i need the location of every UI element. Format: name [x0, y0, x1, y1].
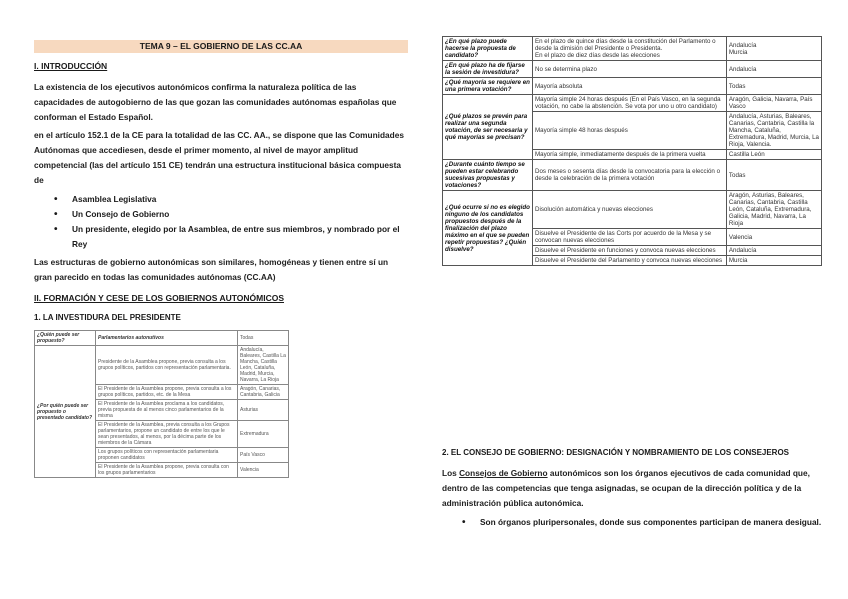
- table-row: [443, 95, 822, 112]
- list-item: • Asamblea Legislativa: [34, 192, 408, 207]
- regions-cell: Asturias: [238, 400, 289, 421]
- regions-cell: Aragón, Asturias, Baleares, Canarias, Cantabria, Castilla León, Cataluña, Extremadura, Galicia, Madrid, Navarra, La Rioja: [726, 191, 821, 229]
- investiture-table: [34, 330, 289, 478]
- table-cell: El Presidente de la Asamblea, previa consulta a los Grupos parlamentarios, propone un candidato de entre los que le sean presentados, al menos, por la décima parte de los miembros de la Cámara: [96, 421, 238, 448]
- table-row: [443, 160, 822, 191]
- paragraph-intro: La existencia de los ejecutivos autonómicos confirma la naturaleza política de las capacidades de autogobierno de las que gozan las comunidades autónomas españolas que conforman el Estado Español.: [34, 82, 397, 122]
- regions-cell: Andalucía, Baleares, Castilla La Mancha, Castilla León, Cataluña, Madrid, Murcia, Navarra, La Rioja: [238, 346, 289, 385]
- question-cell: ¿Por quién puede ser propuesto o presentado candidato?: [35, 346, 96, 478]
- question-cell: ¿Qué plazos se prevén para realizar una segunda votación, de ser necesaria y qué mayorías se precisan?: [443, 95, 533, 160]
- subsection-heading-investidura: 1. LA INVESTIDURA DEL PRESIDENTE: [34, 313, 181, 322]
- table-row: [35, 346, 289, 385]
- table-cell: Disuelve el Presidente del Parlamento y convoca nuevas elecciones: [532, 256, 726, 266]
- regions-cell: Todas: [726, 160, 821, 191]
- regions-cell: Extremadura: [238, 421, 289, 448]
- table-row: [443, 78, 822, 95]
- table-cell: Mayoría simple 24 horas después (En el País Vasco, en la segunda votación, no cabe la abstención. Se vota por uno u otro candidato): [532, 95, 726, 112]
- regions-cell: Andalucía: [726, 246, 821, 256]
- list-item: • Un presidente, elegido por la Asamblea, de entre sus miembros, y nombrado por el Rey: [34, 222, 408, 252]
- regions-cell: Todas: [238, 331, 289, 346]
- regions-cell: País Vasco: [238, 448, 289, 463]
- table-cell: Mayoría simple 48 horas después: [532, 112, 726, 150]
- table-cell: En el plazo de quince días desde la constitución del Parlamento o desde la dimisión del Presidente o Presidenta. En el plazo de diez días desde las elecciones: [532, 37, 726, 61]
- regions-cell: Castilla León: [726, 150, 821, 160]
- table-cell: Disuelve el Presidente en funciones y convoca nuevas elecciones: [532, 246, 726, 256]
- table-row: [443, 61, 822, 78]
- regions-cell: Andalucía, Asturias, Baleares, Canarias, Cantabria, Castilla la Mancha, Cataluña, Extremadura, Madrid, Murcia, La Rioja, Valencia.: [726, 112, 821, 150]
- consejo-list: [442, 515, 822, 530]
- list-item: • Son órganos pluripersonales, donde sus componentes participan de manera desigual.: [442, 515, 822, 530]
- table-cell: El Presidente de la Asamblea propone, previa consulta a los grupos políticos, partidos, etc. de la Mesa: [96, 385, 238, 400]
- regions-cell: Murcia: [726, 256, 821, 266]
- table-cell: Disolución automática y nuevas elecciones: [532, 191, 726, 229]
- table-cell: Mayoría absoluta: [532, 78, 726, 95]
- text-span: autonómicos son los órganos ejecutivos de cada comunidad que, dentro de las competencias que tenga asignadas, se ocupan de la dirección política y de la administración pública autonómica.: [442, 468, 810, 508]
- text-span: Los: [442, 468, 460, 478]
- investiture-procedure-table: [442, 36, 822, 266]
- table-cell: Mayoría simple, inmediatamente después de la primera vuelta: [532, 150, 726, 160]
- consejos-de-gobierno-term: Consejos de Gobierno: [459, 468, 548, 478]
- section-heading-introduccion: I. INTRODUCCIÓN: [34, 61, 108, 71]
- paragraph-art152: en el artículo 152.1 de la CE para la totalidad de las CC. AA., se dispone que las Comunidades Autónomas que accediesen, desde el primer momento, al nivel de mayor amplitud competencial (las del artículo 151 CE) tendrán una estructura institucional básica compuesta de: [34, 130, 404, 185]
- question-cell: ¿Qué ocurre si no es elegido ninguno de los candidatos propuestos después de la finalización del plazo máximo en el que se pueden repetir propuestas? ¿Quién disuelve?: [443, 191, 533, 266]
- paragraph-structures: Las estructuras de gobierno autonómicas son similares, homogéneas y tienen entre sí un gran parecido en todas las comunidades autónomas (CC.AA): [34, 257, 389, 282]
- question-cell: ¿Qué mayoría se requiere en una primera votación?: [443, 78, 533, 95]
- section-heading-formacion: II. FORMACIÓN Y CESE DE LOS GOBIERNOS AUTONÓMICOS: [34, 293, 284, 303]
- regions-cell: Aragón, Canarias, Cantabria, Galicia: [238, 385, 289, 400]
- document-title: TEMA 9 – EL GOBIERNO DE LAS CC.AA: [34, 40, 408, 53]
- paragraph-consejos: [442, 466, 822, 511]
- table-row: [443, 191, 822, 229]
- list-item: • Un Consejo de Gobierno: [34, 207, 408, 222]
- regions-cell: Valencia: [726, 229, 821, 246]
- table-cell: Dos meses o sesenta días desde la convocatoria para la elección o desde la celebración de la primera votación: [532, 160, 726, 191]
- regions-cell: Aragón, Galicia, Navarra, País Vasco: [726, 95, 821, 112]
- header-cell: Parlamentarios autonutivos: [96, 331, 238, 346]
- regions-cell: Andalucía Murcia: [726, 37, 821, 61]
- question-cell: ¿En qué plazo puede hacerse la propuesta de candidato?: [443, 37, 533, 61]
- table-row: [35, 331, 289, 346]
- question-cell: ¿Durante cuánto tiempo se pueden estar celebrando sucesivas propuestas y votaciones?: [443, 160, 533, 191]
- regions-cell: Andalucía: [726, 61, 821, 78]
- question-cell: ¿Quién puede ser propuesto?: [35, 331, 96, 346]
- table-cell: No se determina plazo: [532, 61, 726, 78]
- table-cell: Los grupos políticos con representación parlamentaria proponen candidatos: [96, 448, 238, 463]
- table-cell: Disuelve el Presidente de las Corts por acuerdo de la Mesa y se convocan nuevas elecciones: [532, 229, 726, 246]
- regions-cell: Valencia: [238, 463, 289, 478]
- regions-cell: Todas: [726, 78, 821, 95]
- table-cell: El Presidente de la Asamblea proclama a los candidatos, previa propuesta de al menos cinco parlamentarios de la misma: [96, 400, 238, 421]
- table-cell: El Presidente de la Asamblea propone, previa consulta con los grupos parlamentarios: [96, 463, 238, 478]
- question-cell: ¿En qué plazo ha de fijarse la sesión de investidura?: [443, 61, 533, 78]
- table-row: [443, 37, 822, 61]
- subsection-heading-consejo: 2. EL CONSEJO DE GOBIERNO: DESIGNACIÓN Y NOMBRAMIENTO DE LOS CONSEJEROS: [442, 448, 790, 457]
- table-cell: Presidente de la Asamblea propone, previa consulta a los grupos políticos, partidos con representación parlamentaria.: [96, 346, 238, 385]
- institution-list: [34, 192, 408, 252]
